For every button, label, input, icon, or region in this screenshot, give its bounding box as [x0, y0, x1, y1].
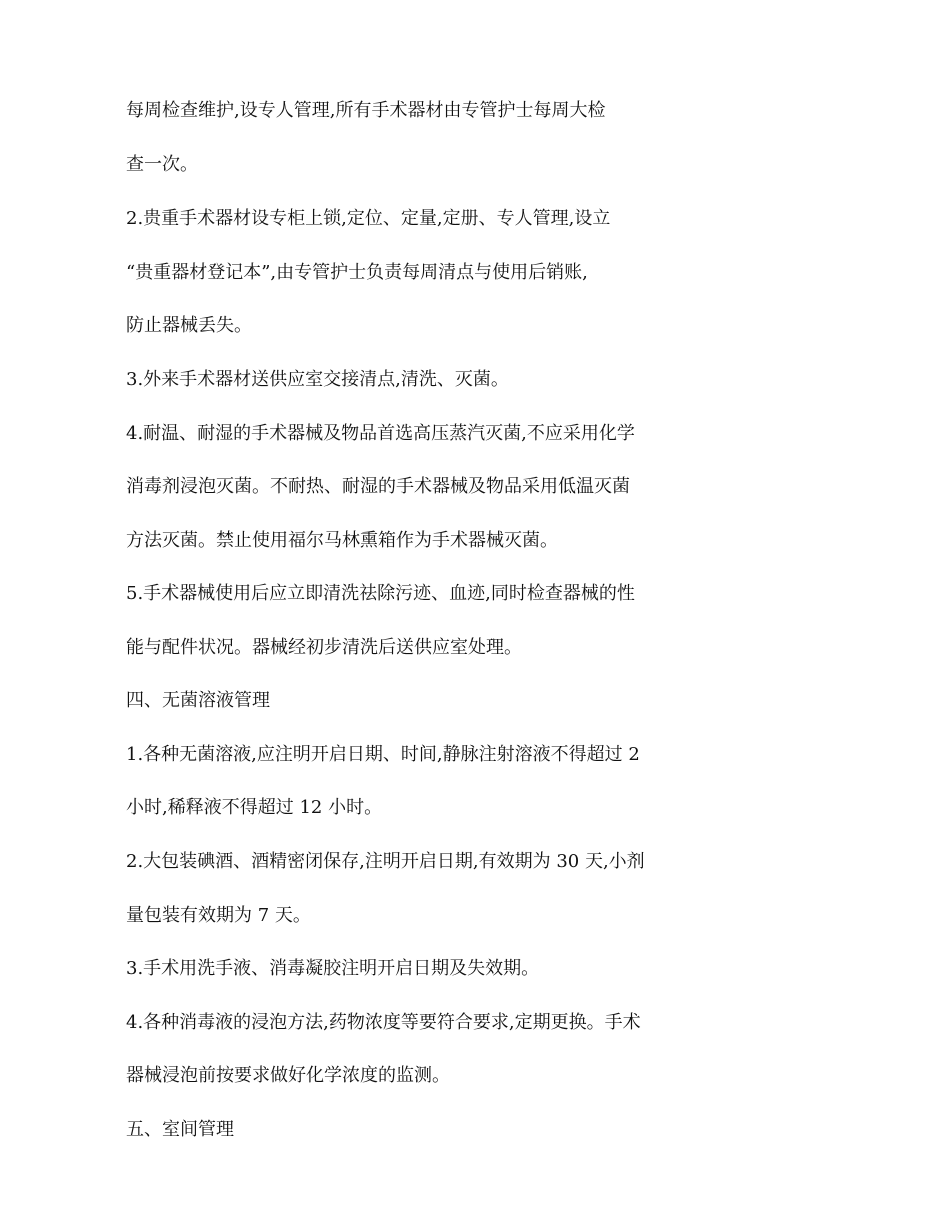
text-line: 器械浸泡前按要求做好化学浓度的监测。: [126, 1065, 450, 1086]
text-line: 1.各种无菌溶液,应注明开启日期、时间,静脉注射溶液不得超过 2: [126, 744, 640, 765]
section-heading: 四、无菌溶液管理: [126, 690, 270, 711]
text-line: 4.耐温、耐湿的手术器械及物品首选高压蒸汽灭菌,不应采用化学: [126, 423, 635, 444]
text-line: 3.手术用洗手液、消毒凝胶注明开启日期及失效期。: [126, 958, 540, 979]
text-line: “贵重器材登记本”,由专管护士负责每周清点与使用后销账,: [126, 262, 588, 283]
text-line: 4.各种消毒液的浸泡方法,药物浓度等要符合要求,定期更换。手术: [126, 1012, 641, 1033]
text-line: 每周检查维护,设专人管理,所有手术器材由专管护士每周大检: [126, 100, 606, 121]
text-line: 量包装有效期为 7 天。: [126, 905, 311, 926]
text-line: 消毒剂浸泡灭菌。不耐热、耐湿的手术器械及物品采用低温灭菌: [126, 476, 630, 497]
text-line: 小时,稀释液不得超过 12 小时。: [126, 797, 383, 818]
text-line: 防止器械丢失。: [126, 315, 252, 336]
text-line: 方法灭菌。禁止使用福尔马林熏箱作为手术器械灭菌。: [126, 530, 558, 551]
text-line: 能与配件状况。器械经初步清洗后送供应室处理。: [126, 637, 522, 658]
text-line: 2.大包装碘酒、酒精密闭保存,注明开启日期,有效期为 30 天,小剂: [126, 851, 645, 872]
text-line: 查一次。: [126, 154, 198, 175]
text-line: 5.手术器械使用后应立即清洗祛除污迹、血迹,同时检查器械的性: [126, 583, 635, 604]
section-heading: 五、室间管理: [126, 1119, 234, 1140]
text-line: 2.贵重手术器材设专柜上锁,定位、定量,定册、专人管理,设立: [126, 208, 611, 229]
text-line: 3.外来手术器材送供应室交接清点,清洗、灭菌。: [126, 369, 509, 390]
